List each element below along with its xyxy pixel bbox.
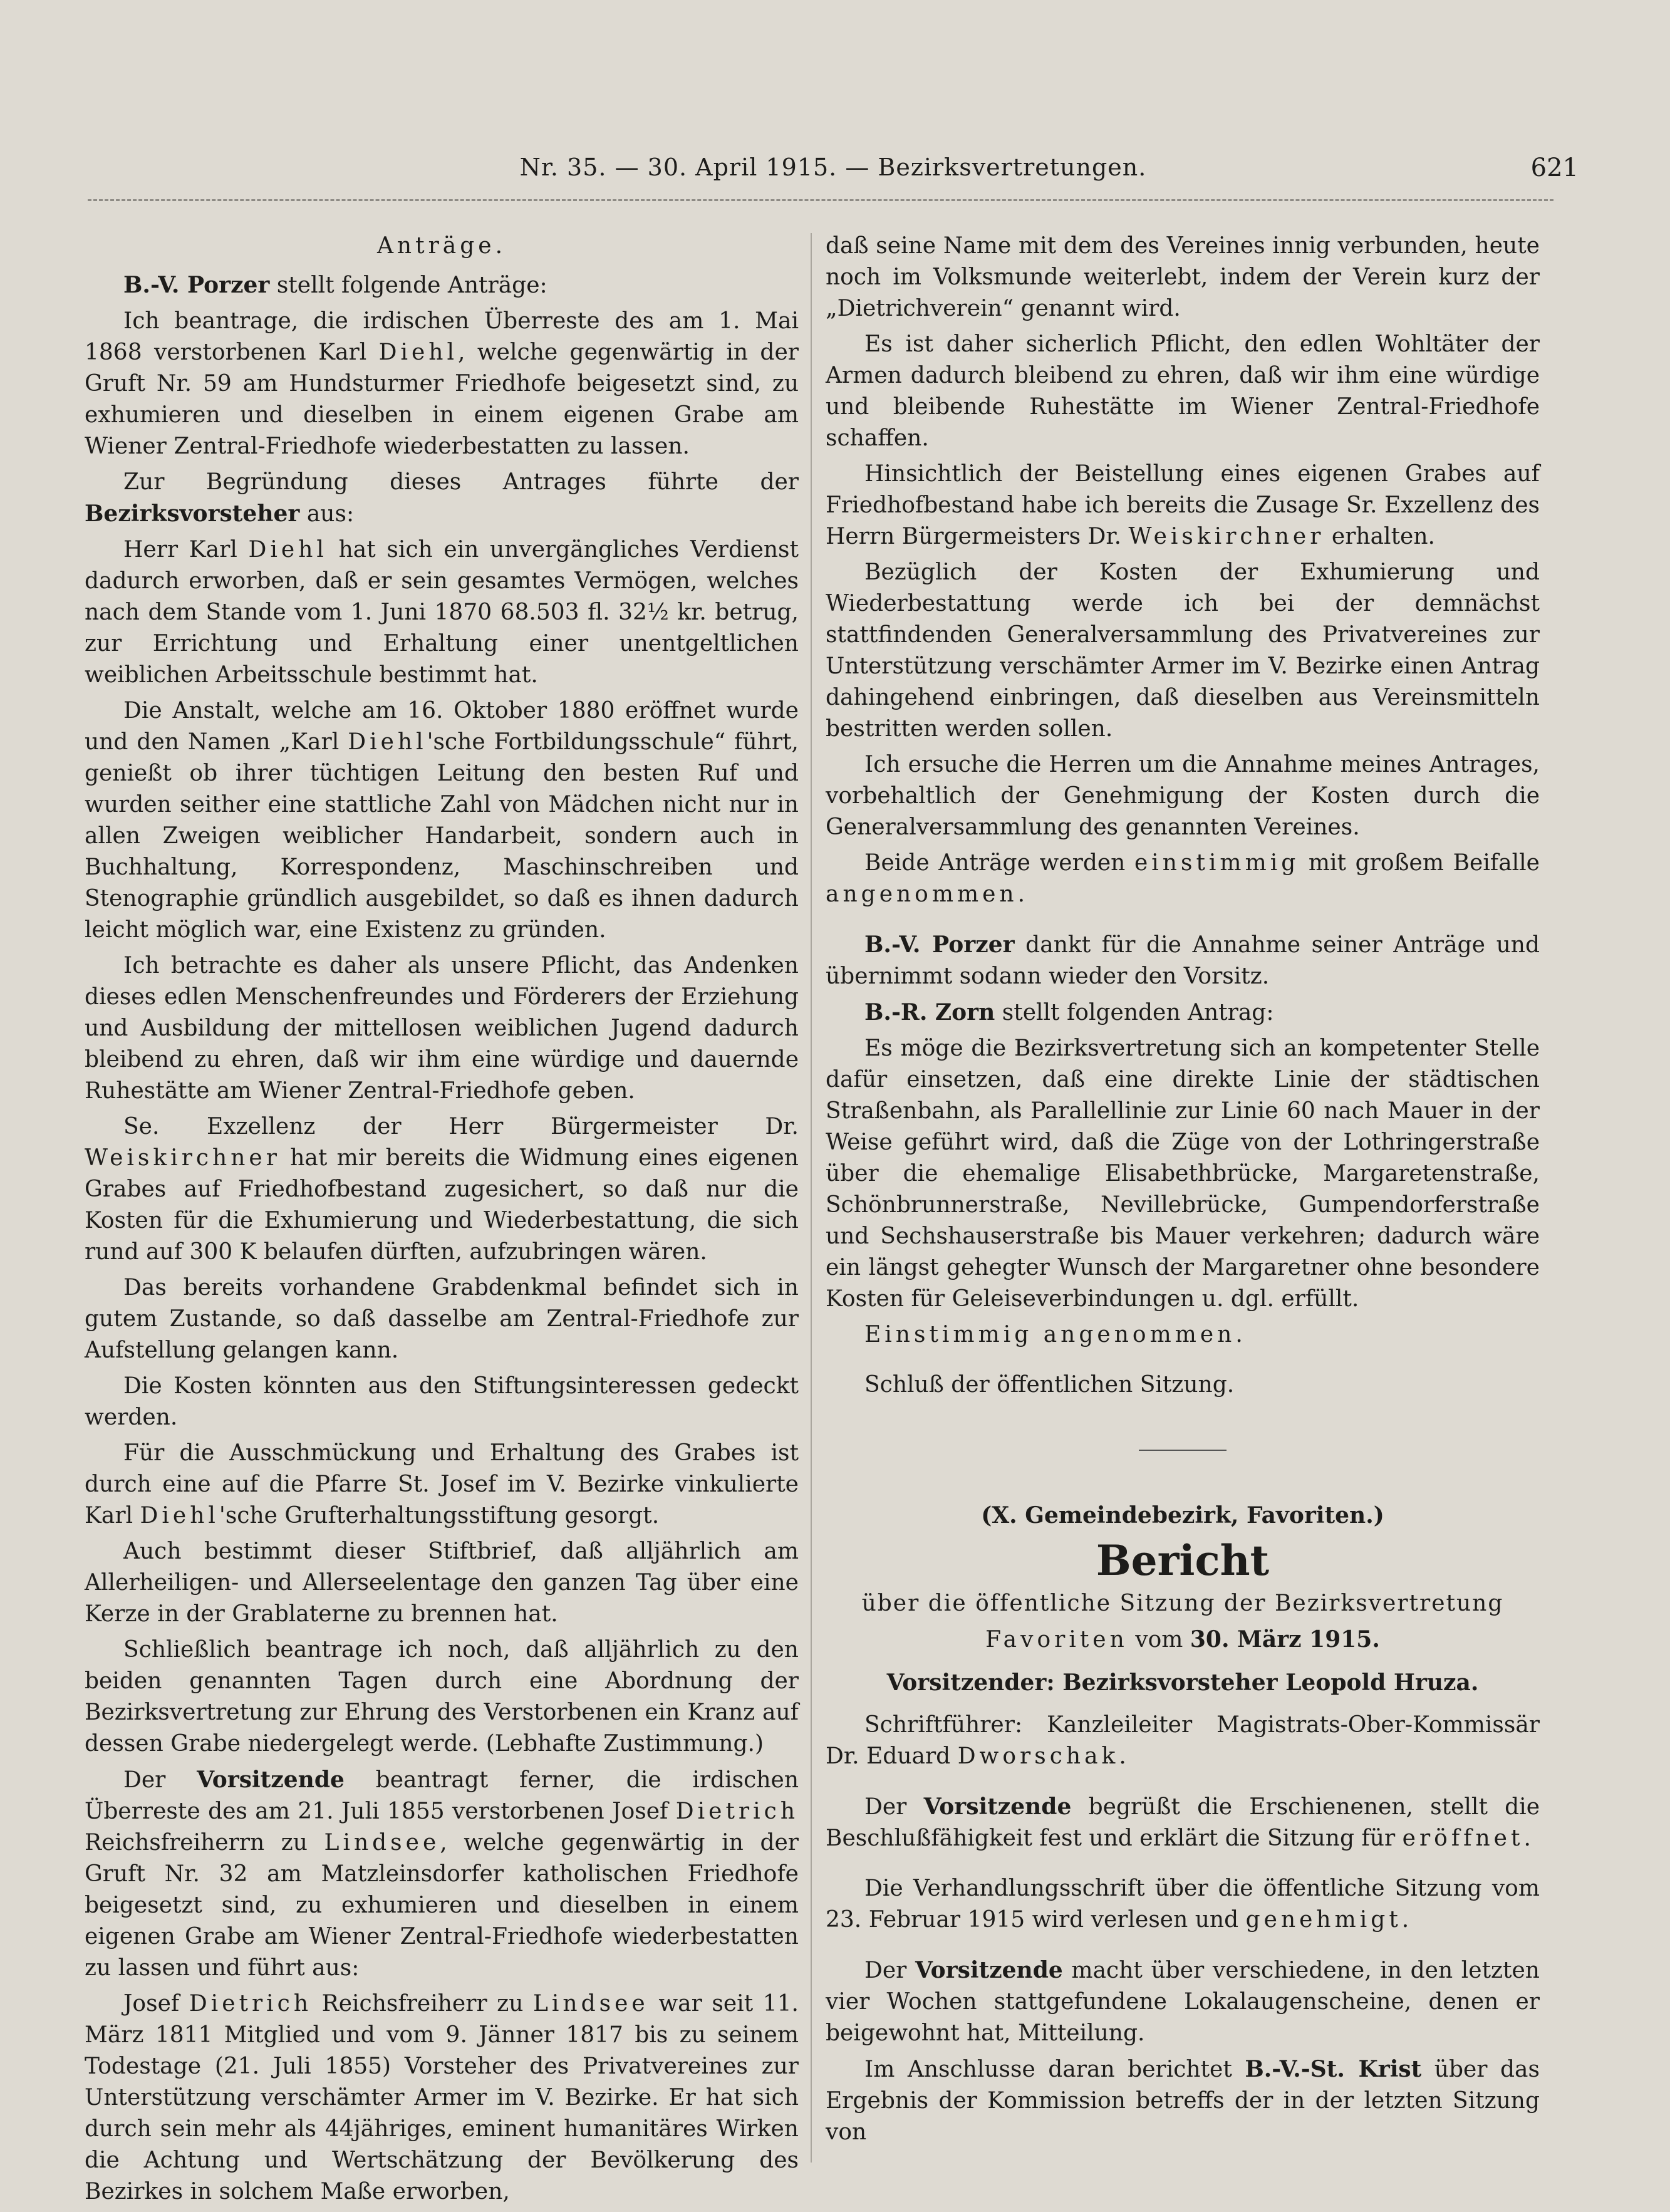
paragraph: daß seine Name mit dem des Vereines innig verbunden, heute noch im Volksmunde weiterlebt, indem der Verein kurz der „Dietrichverein“ genannt wird. <box>826 233 1540 321</box>
spaced-name: Diehl <box>348 729 427 755</box>
paragraph: Im Anschlusse daran berichtet B.-V.-St. Krist über das Ergebnis der Kommission betreffs der in der letzten Sitzung von <box>826 2056 1540 2145</box>
paragraph: B.-V. Porzer dankt für die Annahme seiner Anträge und übernimmt sodann wieder den Vorsitz. <box>826 932 1540 989</box>
speaker-name: B.-V. Porzer <box>864 932 1015 958</box>
paragraph: Einstimmig angenommen. <box>864 1322 1247 1347</box>
paragraph: Se. Exzellenz der Herr Bürgermeister Dr. Weiskirchner hat mir bereits die Widmung eines eigenen Grabes auf Friedhofbestand zugesichert, so daß nur die Kosten für die Exhumierung und Wiederbestattung, die sich rund auf 300 K belaufen dürften, aufzubringen wären. <box>85 1114 799 1265</box>
spaced-name: Dietrich <box>189 1991 313 2017</box>
header-rule <box>88 199 1553 201</box>
paragraph: Für die Ausschmückung und Erhaltung des Grabes ist durch eine auf die Pfarre St. Josef im V. Bezirke vinkulierte Karl Diehl'sche Grufterhaltungsstiftung gesorgt. <box>85 1440 799 1529</box>
paragraph: Der Vorsitzende macht über verschiedene, in den letzten vier Wochen stattgefundene Lokalaugenscheine, denen er beigewohnt hat, Mitteilung. <box>826 1957 1540 2046</box>
district-heading: (X. Gemeindebezirk, Favoriten.) <box>981 1502 1384 1529</box>
paragraph: Die Kosten könnten aus den Stiftungsinteressen gedeckt werden. <box>85 1373 799 1430</box>
section-heading-antraege: Anträge. <box>376 233 507 259</box>
spaced-name: Diehl <box>248 537 328 563</box>
secretary-line: Schriftführer: Kanzleileiter Magistrats-Ober-Kommissär Dr. Eduard Dworschak. <box>826 1712 1540 1769</box>
right-column <box>826 231 1540 2152</box>
running-title: Nr. 35. — 30. April 1915. — Bezirksvertretungen. <box>519 153 1147 181</box>
paragraph: Zur Begründung dieses Antrages führte der Bezirksvorsteher aus: <box>85 469 799 527</box>
paragraph: Das bereits vorhandene Grabdenkmal befindet sich in gutem Zustande, so daß dasselbe am Zentral-Friedhofe zur Aufstellung gelangen kann. <box>85 1275 799 1363</box>
paragraph: Die Verhandlungsschrift über die öffentliche Sitzung vom 23. Februar 1915 wird verlesen und genehmigt. <box>826 1876 1540 1933</box>
paragraph: Beide Anträge werden einstimmig mit großem Beifalle angenommen. <box>826 850 1540 907</box>
paragraph: Ich betrachte es daher als unsere Pflicht, das Andenken dieses edlen Menschenfreundes und Förderers der Erziehung und Ausbildung der mittellosen weiblichen Jugend dadurch bleibend zu ehren, daß wir ihm eine würdige und dauernde Ruhestätte am Wiener Zentral-Friedhofe geben. <box>85 953 799 1104</box>
section-divider <box>1139 1450 1227 1451</box>
paragraph: Es möge die Bezirksvertretung sich an kompetenter Stelle dafür einsetzen, daß eine direkte Linie der städtischen Straßenbahn, als Parallellinie zur Linie 60 nach Mauer in der Weise geführt wird, daß die Züge von der Lothringerstraße über die ehemalige Elisabethbrücke, Margaretenstraße, Schönbrunnerstraße, Nevillebrücke, Gumpendorferstraße und Sechshauserstraße bis Mauer verkehren; dadurch wäre ein längst gehegter Wunsch der Margaretner ohne besondere Kosten für Geleiseverbindungen u. dgl. erfüllt. <box>826 1036 1540 1312</box>
report-subtitle-date: Favoriten vom 30. März 1915. <box>985 1626 1380 1653</box>
paragraph: Bezüglich der Kosten der Exhumierung und Wiederbestattung werde ich bei der demnächst stattfindenden Generalversammlung des Privatvereines zur Unterstützung verschämter Armer im V. Bezirke einen Antrag dahingehend einbringen, daß dieselben aus Vereinsmitteln bestritten werden sollen. <box>826 559 1540 742</box>
paragraph: Ich beantrage, die irdischen Überreste des am 1. Mai 1868 verstorbenen Karl Diehl, welche gegenwärtig in der Gruft Nr. 59 am Hundsturmer Friedhofe beigesetzt sind, zu exhumieren und dieselben in einem eigenen Grabe am Wiener Zentral-Friedhofe wiederbestatten zu lassen. <box>85 308 799 459</box>
paragraph: Der Vorsitzende begrüßt die Erschienenen, stellt die Beschlußfähigkeit fest und erklärt die Sitzung für eröffnet. <box>826 1794 1540 1851</box>
report-subtitle: über die öffentliche Sitzung der Bezirksvertretung <box>861 1591 1504 1616</box>
column-divider <box>811 233 812 2163</box>
spaced-name: Weiskirchner <box>1128 524 1325 549</box>
report-title: Bericht <box>1096 1536 1270 1585</box>
paragraph: Schließlich beantrage ich noch, daß alljährlich zu den beiden genannten Tagen durch eine Abordnung der Bezirksvertretung zur Ehrung des Verstorbenen ein Kranz auf dessen Grabe niedergelegt werde. (Lebhafte Zustimmung.) <box>85 1637 799 1757</box>
chair-line: Vorsitzender: Bezirksvorsteher Leopold Hruza. <box>886 1669 1479 1696</box>
left-column <box>85 231 799 2212</box>
paragraph: Ich ersuche die Herren um die Annahme meines Antrages, vorbehaltlich der Genehmigung der Kosten durch die Generalversammlung des genannten Vereines. <box>826 752 1540 840</box>
page-number: 621 <box>1530 153 1579 182</box>
paragraph: Auch bestimmt dieser Stiftbrief, daß alljährlich am Allerheiligen- und Allerseelentage den ganzen Tag über eine Kerze in der Grablaterne zu brennen hat. <box>85 1539 799 1627</box>
paragraph: B.-V. Porzer stellt folgende Anträge: <box>123 272 547 298</box>
speaker-name: B.-V.-St. Krist <box>1245 2056 1422 2082</box>
spaced-name: Lindsee <box>532 1991 649 2017</box>
spaced-name: Dietrich <box>675 1799 799 1824</box>
paragraph: Josef Dietrich Reichsfreiherr zu Lindsee war seit 11. März 1811 Mitglied und vom 9. Jänner 1817 bis zu seinem Todestage (21. Juli 1855) Vorsteher des Privatvereines zur Unterstützung verschämter Armer im V. Bezirke. Er hat sich durch sein mehr als 44jähriges, eminent humanitäres Wirken die Achtung und Wertschätzung der Bevölkerung des Bezirkes in solchem Maße erworben, <box>85 1991 799 2204</box>
spaced-name: Diehl <box>378 340 458 365</box>
paragraph: Die Anstalt, welche am 16. Oktober 1880 eröffnet wurde und den Namen „Karl Diehl'sche Fortbildungsschule“ führt, genießt ob ihrer tüchtigen Leitung den besten Ruf und wurden seither eine stattliche Zahl von Mädchen nicht nur in allen Zweigen weiblicher Handarbeit, sondern auch in Buchhaltung, Korrespondenz, Maschinschreiben und Stenographie gründlich ausgebildet, so daß es ihnen dadurch leicht möglich war, eine Existenz zu gründen. <box>85 698 799 943</box>
spaced-name: Weiskirchner <box>85 1145 281 1171</box>
paragraph: Der Vorsitzende beantragt ferner, die irdischen Überreste des am 21. Juli 1855 verstorbenen Josef Dietrich Reichsfreiherrn zu Lindsee, welche gegenwärtig in der Gruft Nr. 32 am Matzleinsdorfer katholischen Friedhofe beigesetzt sind, zu exhumieren und dieselben in einem eigenen Grabe am Wiener Zentral-Friedhofe wiederbestatten zu lassen und führt aus: <box>85 1767 799 1981</box>
speaker-name: B.-R. Zorn <box>864 999 995 1026</box>
paragraph: Es ist daher sicherlich Pflicht, den edlen Wohltäter der Armen dadurch bleibend zu ehren, daß wir ihm eine würdige und bleibende Ruhestätte im Wiener Zentral-Friedhofe schaffen. <box>826 331 1540 451</box>
paragraph: Schluß der öffentlichen Sitzung. <box>864 1372 1235 1398</box>
spaced-name: Diehl <box>140 1503 219 1529</box>
paragraph: Hinsichtlich der Beistellung eines eigenen Grabes auf Friedhofbestand habe ich bereits die Zusage Sr. Exzellenz des Herrn Bürgermeisters Dr. Weiskirchner erhalten. <box>826 461 1540 549</box>
spaced-name: Lindsee <box>324 1830 440 1856</box>
paragraph: Herr Karl Diehl hat sich ein unvergängliches Verdienst dadurch erworben, daß er sein gesamtes Vermögen, welches nach dem Stande vom 1. Juni 1870 68.503 fl. 32½ kr. betrug, zur Errichtung und Erhaltung einer unentgeltlichen weiblichen Arbeitsschule bestimmt hat. <box>85 537 799 688</box>
paragraph: B.-R. Zorn stellt folgenden Antrag: <box>864 999 1274 1026</box>
speaker-name: B.-V. Porzer <box>123 272 270 298</box>
page-header <box>88 153 1579 197</box>
